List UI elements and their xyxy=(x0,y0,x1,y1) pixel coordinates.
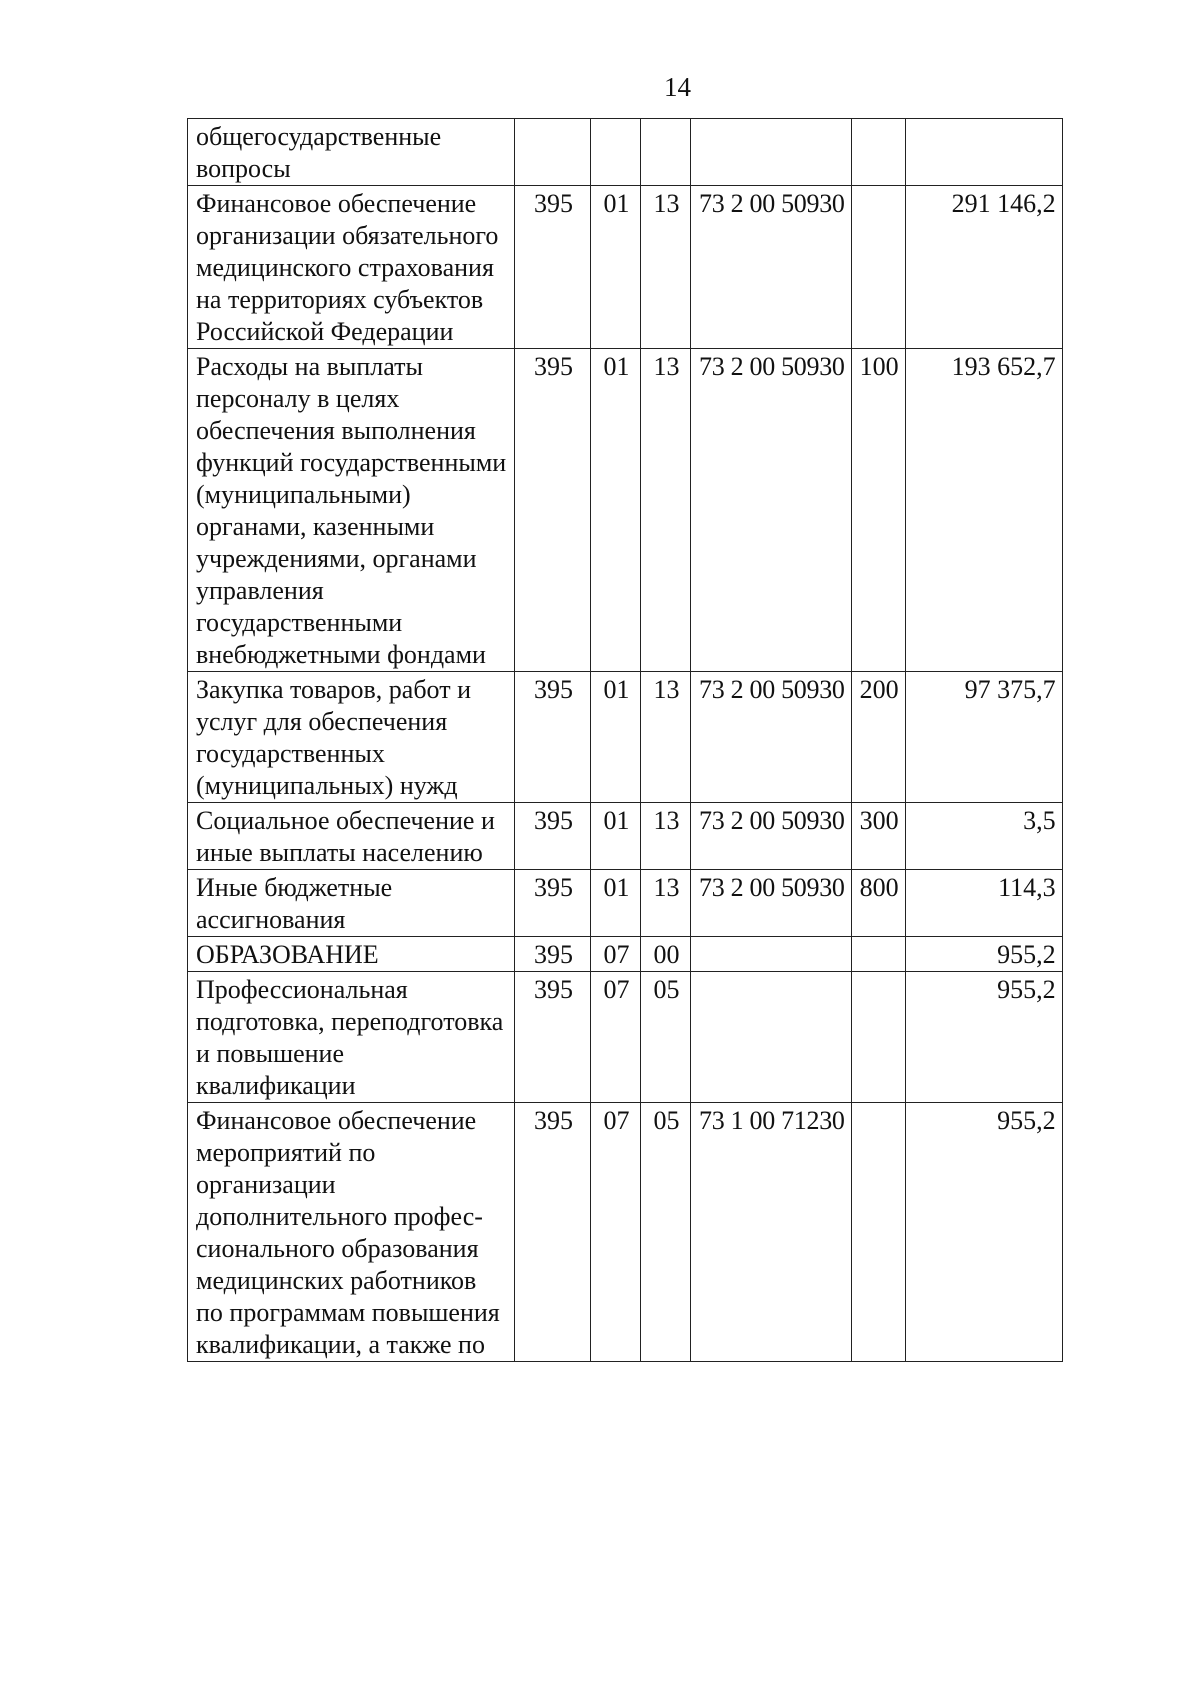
amount: 955,2 xyxy=(905,972,1062,1103)
amount: 955,2 xyxy=(905,937,1062,972)
table-row xyxy=(188,349,1063,672)
rz-code: 01 xyxy=(591,672,641,803)
row-name: Расходы на выплаты персоналу в целях обеспечения выполнения функций государственными (муниципальными) органами, казенными учреждениями, органами управления государственными внебюджетными фондами xyxy=(188,349,515,672)
amount: 97 375,7 xyxy=(905,672,1062,803)
vr-code: 800 xyxy=(851,870,905,937)
csr-code: 73 1 00 71230 xyxy=(691,1103,852,1362)
table-row xyxy=(188,937,1063,972)
rz-code xyxy=(591,119,641,186)
pr-code: 05 xyxy=(641,1103,691,1362)
table-row xyxy=(188,972,1063,1103)
row-name: Иные бюджетные ассигнования xyxy=(188,870,515,937)
row-name: Финансовое обеспечение мероприятий по организации дополнительного профес- сионального образования медицинских работников по программам повышения квалификации, а также по xyxy=(188,1103,515,1362)
amount: 955,2 xyxy=(905,1103,1062,1362)
vr-code xyxy=(851,972,905,1103)
pr-code: 05 xyxy=(641,972,691,1103)
vr-code xyxy=(851,937,905,972)
ved-code: 395 xyxy=(515,972,591,1103)
pr-code: 13 xyxy=(641,870,691,937)
pr-code: 13 xyxy=(641,672,691,803)
amount: 114,3 xyxy=(905,870,1062,937)
table-row xyxy=(188,1103,1063,1362)
ved-code: 395 xyxy=(515,803,591,870)
table-row xyxy=(188,186,1063,349)
rz-code: 01 xyxy=(591,803,641,870)
csr-code: 73 2 00 50930 xyxy=(691,672,852,803)
csr-code: 73 2 00 50930 xyxy=(691,186,852,349)
rz-code: 01 xyxy=(591,186,641,349)
page-number: 14 xyxy=(664,72,691,102)
ved-code: 395 xyxy=(515,672,591,803)
pr-code xyxy=(641,119,691,186)
vr-code xyxy=(851,1103,905,1362)
ved-code: 395 xyxy=(515,1103,591,1362)
csr-code: 73 2 00 50930 xyxy=(691,803,852,870)
vr-code: 200 xyxy=(851,672,905,803)
vr-code xyxy=(851,119,905,186)
row-name: общегосударственные вопросы xyxy=(188,119,515,186)
budget-table xyxy=(187,118,1063,1362)
vr-code xyxy=(851,186,905,349)
table-row xyxy=(188,119,1063,186)
amount: 193 652,7 xyxy=(905,349,1062,672)
row-name: Закупка товаров, работ и услуг для обеспечения государственных (муниципальных) нужд xyxy=(188,672,515,803)
amount: 3,5 xyxy=(905,803,1062,870)
rz-code: 07 xyxy=(591,972,641,1103)
pr-code: 13 xyxy=(641,186,691,349)
rz-code: 07 xyxy=(591,937,641,972)
ved-code: 395 xyxy=(515,186,591,349)
rz-code: 01 xyxy=(591,870,641,937)
table-row xyxy=(188,803,1063,870)
csr-code: 73 2 00 50930 xyxy=(691,349,852,672)
row-name: Социальное обеспечение и иные выплаты населению xyxy=(188,803,515,870)
vr-code: 100 xyxy=(851,349,905,672)
pr-code: 13 xyxy=(641,349,691,672)
table-row xyxy=(188,870,1063,937)
pr-code: 13 xyxy=(641,803,691,870)
csr-code: 73 2 00 50930 xyxy=(691,870,852,937)
ved-code: 395 xyxy=(515,870,591,937)
csr-code xyxy=(691,972,852,1103)
amount: 291 146,2 xyxy=(905,186,1062,349)
amount xyxy=(905,119,1062,186)
pr-code: 00 xyxy=(641,937,691,972)
row-name: Финансовое обеспечение организации обязательного медицинского страхования на территориях субъектов Российской Федерации xyxy=(188,186,515,349)
csr-code xyxy=(691,937,852,972)
row-name: Профессиональная подготовка, переподготовка и повышение квалификации xyxy=(188,972,515,1103)
ved-code: 395 xyxy=(515,937,591,972)
csr-code xyxy=(691,119,852,186)
vr-code: 300 xyxy=(851,803,905,870)
row-name: ОБРАЗОВАНИЕ xyxy=(188,937,515,972)
rz-code: 07 xyxy=(591,1103,641,1362)
ved-code xyxy=(515,119,591,186)
ved-code: 395 xyxy=(515,349,591,672)
table-row xyxy=(188,672,1063,803)
rz-code: 01 xyxy=(591,349,641,672)
